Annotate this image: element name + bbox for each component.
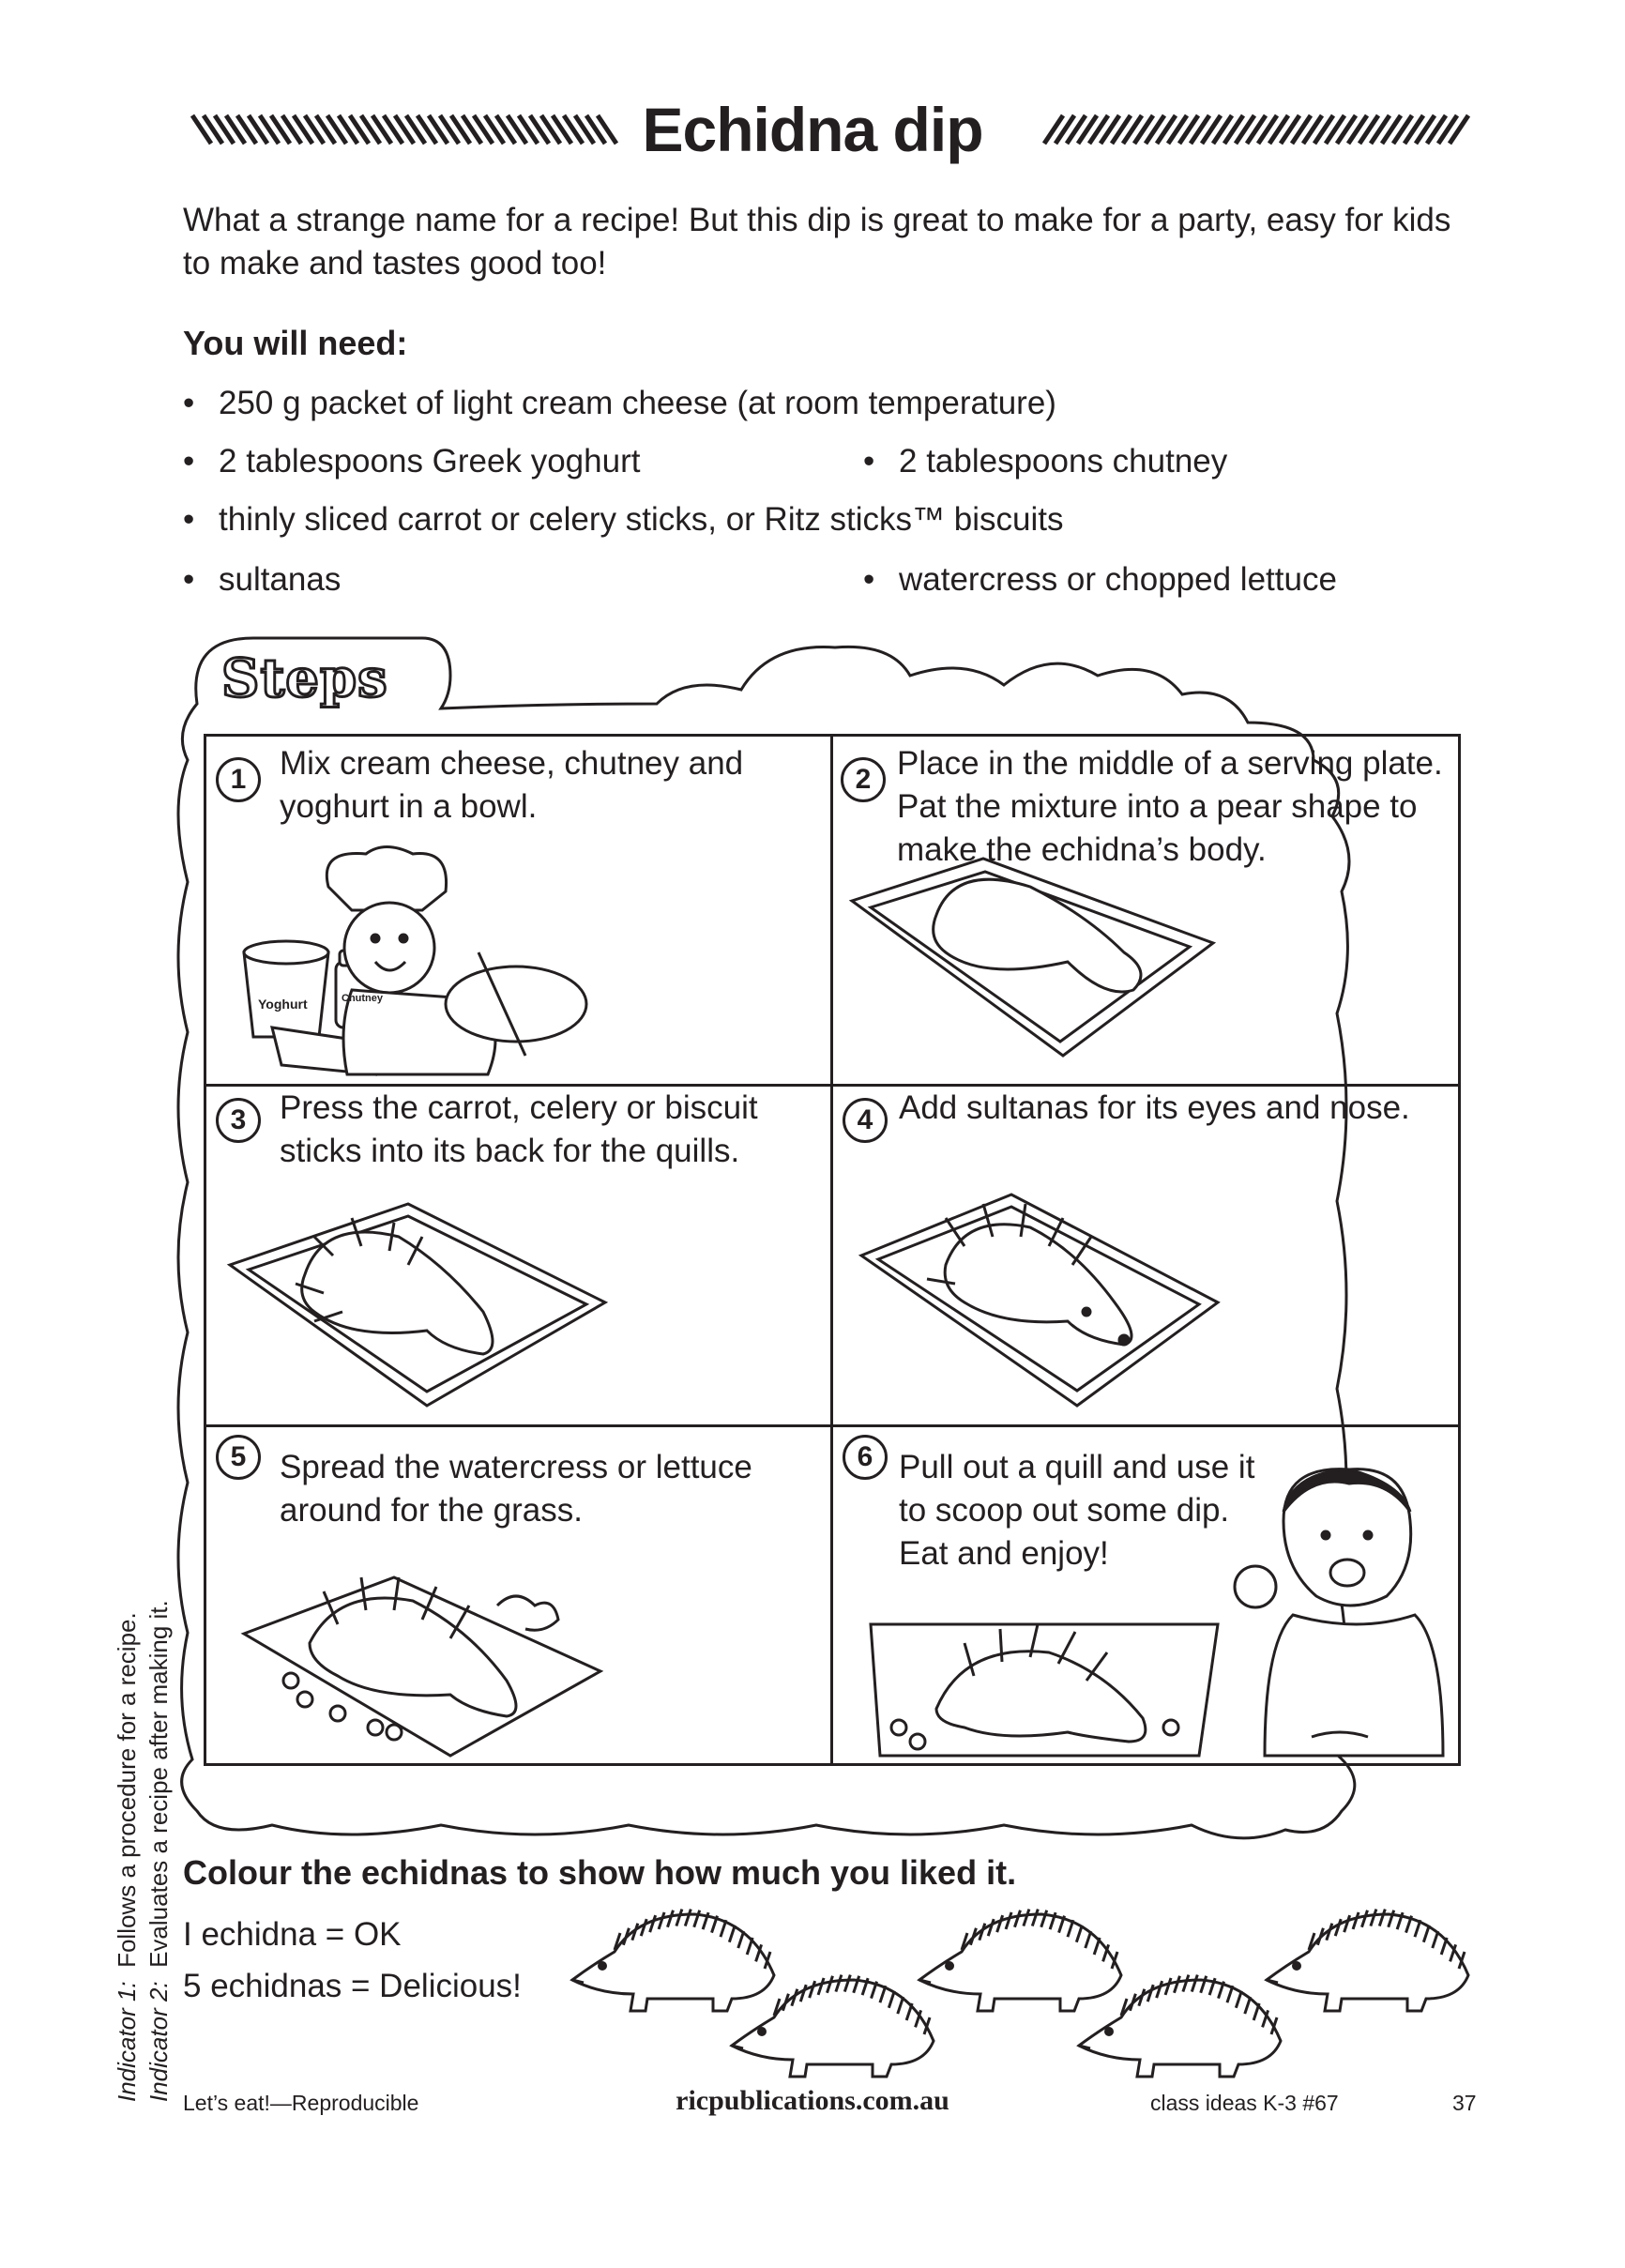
footer-right: class ideas K-3 #67 xyxy=(1150,2091,1339,2115)
indicators-sidebar xyxy=(111,1600,175,2102)
step-number: 4 xyxy=(843,1098,888,1143)
indicator-2: Indicator 2: Evaluates a recipe after making it. xyxy=(144,1600,173,2102)
step-number: 1 xyxy=(216,757,261,802)
step-2-cell xyxy=(833,737,1458,1084)
child-eating-illustration xyxy=(1227,1455,1452,1760)
yoghurt-label: Yoghurt xyxy=(258,997,308,1012)
step-number: 2 xyxy=(841,757,886,802)
step-3-cell xyxy=(206,1087,830,1424)
step-number: 3 xyxy=(216,1098,261,1143)
echidna-rating-icon[interactable] xyxy=(1257,1891,1478,2017)
step-text: Spread the watercress or lettuce around for the grass. xyxy=(280,1449,752,1529)
ingredients-heading: You will need: xyxy=(183,324,408,362)
colour-heading: Colour the echidnas to show how much you liked it. xyxy=(183,1853,1017,1892)
step-5-cell xyxy=(206,1427,830,1763)
page-number: 37 xyxy=(1452,2091,1477,2115)
echidna-plate-illustration xyxy=(861,1587,1237,1760)
step-text: Pull out a quill and use it to scoop out some dip. Eat and enjoy! xyxy=(899,1449,1255,1572)
chutney-label: Chutney xyxy=(342,993,383,1004)
ingredient-item: • thinly sliced carrot or celery sticks, or Ritz sticks™ biscuits xyxy=(183,501,1064,538)
rating-scale-five: 5 echidnas = Delicious! xyxy=(183,1968,522,2004)
step-number: 5 xyxy=(216,1435,261,1480)
step-number: 6 xyxy=(843,1435,888,1480)
quills-illustration xyxy=(220,1190,615,1420)
steps-heading: Steps xyxy=(221,647,388,709)
echidna-eyes-illustration xyxy=(852,1162,1227,1415)
plate-body-illustration xyxy=(843,849,1237,1074)
echidna-grass-illustration xyxy=(235,1549,610,1760)
step-text: Place in the middle of a serving plate. Pat the mixture into a pear shape to make the echidna’s body. xyxy=(897,745,1443,868)
footer-left: Let’s eat!—Reproducible xyxy=(183,2091,419,2115)
echidna-rating-row xyxy=(563,1891,1511,2083)
ingredient-item: • 2 tablespoons Greek yoghurt xyxy=(183,443,641,479)
intro-text: What a strange name for a recipe! But this dip is great to make for a party, easy for kids to make and tastes good too! xyxy=(183,202,1451,282)
ingredient-item: • watercress or chopped lettuce xyxy=(863,561,1337,598)
step-1-cell xyxy=(206,737,830,1084)
page-title: Echidna dip xyxy=(642,95,983,164)
title-hatch-right xyxy=(1040,111,1481,148)
chef-child-illustration xyxy=(225,840,807,1079)
steps-grid xyxy=(204,734,1461,1766)
ingredient-item: • 2 tablespoons chutney xyxy=(863,443,1228,479)
ingredient-item: • 250 g packet of light cream cheese (at room temperature) xyxy=(183,385,1056,421)
step-6-cell xyxy=(833,1427,1458,1763)
ingredient-item: • sultanas xyxy=(183,561,342,598)
rating-scale-one: I echidna = OK xyxy=(183,1916,402,1953)
step-text: Mix cream cheese, chutney and yoghurt in a bowl. xyxy=(280,745,744,825)
indicator-1: Indicator 1: Follows a procedure for a recipe. xyxy=(113,1612,141,2102)
step-4-cell xyxy=(833,1087,1458,1424)
step-text: Press the carrot, celery or biscuit sticks into its back for the quills. xyxy=(280,1089,758,1169)
footer-url[interactable]: ricpublications.com.au xyxy=(676,2085,949,2116)
step-text: Add sultanas for its eyes and nose. xyxy=(899,1089,1410,1126)
